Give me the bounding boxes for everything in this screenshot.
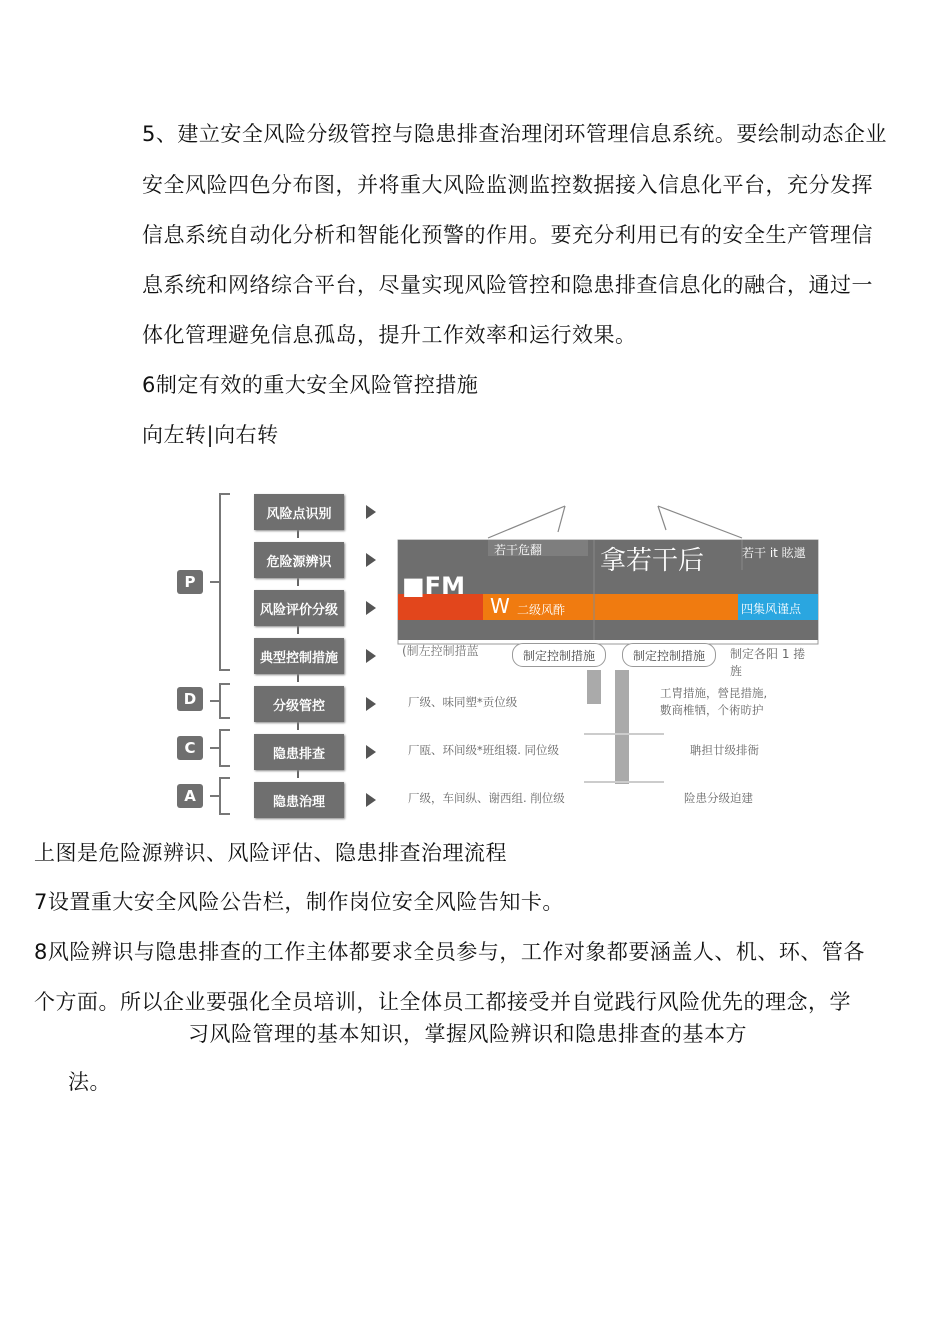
control-left-text: 厂级、味同塑*贡位级 — [408, 695, 518, 709]
turn-label: 向左转|向右转 — [142, 423, 279, 447]
step-arrow-1-icon — [366, 505, 376, 519]
diagram-caption: 上图是危险源辨识、风险评估、隐患排查治理流程 — [34, 841, 507, 865]
header-cell-1: 若干危翻 — [494, 543, 543, 557]
step-hazard-investigation: 隐患排查 — [254, 734, 344, 770]
bracket-c — [210, 730, 230, 766]
arrow-line-4 — [658, 506, 742, 538]
step-arrow-4-icon — [366, 649, 376, 663]
phase-p: P — [177, 570, 203, 594]
govern-right-text: 险患分级迫建 — [684, 791, 753, 805]
p5-line-1: 5、建立安全风险分级管控与隐患排查治理闭环管理信息系统。要绘制动态企业 — [142, 122, 887, 146]
arrow-line-1 — [488, 506, 565, 538]
bracket-a — [210, 778, 230, 814]
heading-6: 6制定有效的重大安全风险管控措施 — [142, 373, 479, 397]
check-right-text: 聃担廿级排衙 — [690, 743, 759, 757]
arrow-line-3 — [658, 506, 666, 530]
control-right-text-2: 數商椎牺，个術昉护 — [660, 703, 764, 717]
overlay-big-text: ■FM — [402, 572, 465, 600]
p8-line-2: 个方面。所以企业要强化全员培训，让全体员工都接受并自觉践行风险优先的理念，学 — [34, 990, 851, 1014]
bracket-d — [210, 684, 230, 718]
arrow-line-2 — [558, 506, 565, 532]
header-cell-3: 若干 it 眩邋 — [742, 546, 806, 560]
header-cell-2: 拿若干后 — [600, 546, 705, 576]
measure-pill-1: 制定控制措施 — [512, 643, 606, 667]
step-typical-control-measures: 典型控制措施 — [254, 638, 344, 674]
measure-label-4: 制定各阳 1 捲旌 — [730, 647, 806, 678]
bottom-band — [398, 620, 818, 640]
step-arrow-6-icon — [366, 745, 376, 759]
check-left-text: 厂瓯、环间级*班组辍. 同位级 — [408, 743, 560, 757]
p8-line-3: 习风险管理的基本知识，掌握风险辨识和隐患排查的基本方 — [188, 1022, 747, 1046]
step-arrow-3-icon — [366, 601, 376, 615]
step-arrow-5-icon — [366, 697, 376, 711]
phase-a: A — [177, 784, 203, 808]
phase-c: C — [177, 736, 203, 760]
step-risk-assessment-grading: 风险评价分级 — [254, 590, 344, 626]
p8-line-1: 8风险辨识与隐患排查的工作主体都要求全员参与，工作对象都要涵盖人、机、环、管各 — [34, 940, 865, 964]
measure-pill-2: 制定控制措施 — [622, 643, 716, 667]
govern-left-text: 厂级，车间纵、谢西组. 削位级 — [408, 791, 565, 805]
p8-line-4: 法。 — [68, 1070, 111, 1094]
measure-label-1: (制左控制措蓝 — [402, 644, 479, 658]
p5-line-2: 安全风险四色分布图，并将重大风险监测监控数据接入信息化平台，充分发挥 — [142, 173, 873, 197]
step-arrow-2-icon — [366, 553, 376, 567]
step-hazard-identification: 危险源辨识 — [254, 542, 344, 578]
p5-line-3: 信息系统自动化分析和智能化预警的作用。要充分利用已有的安全生产管理信 — [142, 223, 873, 247]
step-hazard-governance: 隐患治理 — [254, 782, 344, 818]
paragraph-7: 7设置重大安全风险公告栏，制作岗位安全风险告知卡。 — [34, 890, 564, 914]
level-w: W — [490, 594, 510, 618]
step-risk-point-identification: 风险点识别 — [254, 494, 344, 530]
phase-d: D — [177, 687, 203, 711]
p5-line-4: 息系统和网络综合平台，尽量实现风险管控和隐患排查信息化的融合，通过一 — [142, 273, 873, 297]
step-graded-control: 分级管控 — [254, 686, 344, 722]
process-diagram — [170, 484, 830, 824]
step-arrow-7-icon — [366, 793, 376, 807]
bracket-p — [210, 494, 230, 670]
p5-line-5: 体化管理避免信息孤岛，提升工作效率和运行效果。 — [142, 323, 637, 347]
level-label-2: 二级风酢 — [517, 603, 566, 617]
control-right-text-1: 工胄措施，營昆措施, — [660, 686, 768, 700]
level-label-4: 四集风谨点 — [741, 602, 802, 616]
